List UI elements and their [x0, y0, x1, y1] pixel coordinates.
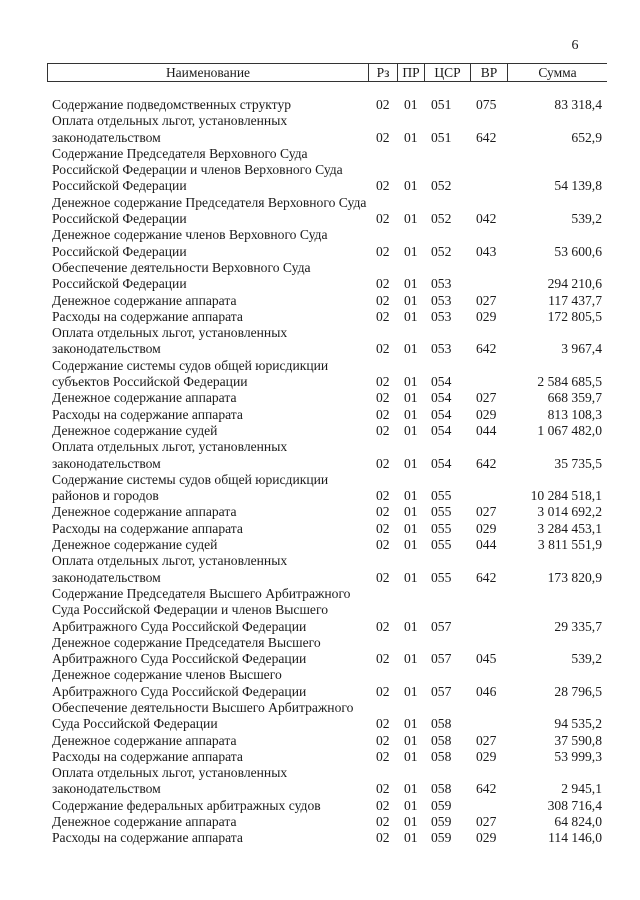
budget-table-body — [52, 97, 602, 847]
row-name: Расходы на содержание аппарата — [52, 748, 243, 764]
row-rz: 02 — [376, 178, 390, 194]
row-pr: 01 — [404, 178, 418, 194]
row-csr: 057 — [431, 618, 452, 634]
table-row — [52, 195, 602, 228]
row-name: Денежное содержание аппарата — [52, 732, 237, 748]
row-pr: 01 — [404, 390, 418, 406]
row-rz: 02 — [376, 341, 390, 357]
row-pr: 01 — [404, 292, 418, 308]
row-csr: 053 — [431, 292, 452, 308]
row-name: Денежное содержание судей — [52, 537, 218, 553]
row-pr: 01 — [404, 276, 418, 292]
table-row — [52, 814, 602, 830]
row-sum: 53 999,3 — [554, 748, 602, 764]
row-rz: 02 — [376, 569, 390, 585]
table-row — [52, 700, 602, 733]
row-pr: 01 — [404, 422, 418, 438]
row-csr: 054 — [431, 374, 452, 390]
row-vr: 029 — [476, 406, 497, 422]
row-name: Денежное содержание Председателя Высшего Арбитражного Суда Российской Федерации — [52, 634, 321, 667]
row-rz: 02 — [376, 292, 390, 308]
table-row — [52, 521, 602, 537]
row-sum: 2 584 685,5 — [537, 374, 602, 390]
row-rz: 02 — [376, 308, 390, 324]
row-name: Содержание федеральных арбитражных судов — [52, 797, 321, 813]
row-sum: 1 067 482,0 — [537, 422, 602, 438]
row-sum: 54 139,8 — [554, 178, 602, 194]
table-row — [52, 733, 602, 749]
row-rz: 02 — [376, 683, 390, 699]
row-rz: 02 — [376, 455, 390, 471]
row-pr: 01 — [404, 504, 418, 520]
table-row — [52, 504, 602, 520]
header-pr: ПР — [398, 64, 425, 81]
table-row — [52, 227, 602, 260]
row-pr: 01 — [404, 569, 418, 585]
row-rz: 02 — [376, 276, 390, 292]
table-row — [52, 798, 602, 814]
table-row — [52, 830, 602, 846]
row-vr: 027 — [476, 390, 497, 406]
row-name: Содержание системы судов общей юрисдикции районов и городов — [52, 471, 329, 504]
row-rz: 02 — [376, 748, 390, 764]
row-rz: 02 — [376, 781, 390, 797]
row-name: Обеспечение деятельности Высшего Арбитражного Суда Российской Федерации — [52, 699, 354, 732]
row-sum: 668 359,7 — [547, 390, 602, 406]
row-name: Оплата отдельных льгот, установленных законодательством — [52, 325, 288, 357]
row-rz: 02 — [376, 520, 390, 536]
row-name: Расходы на содержание аппарата — [52, 406, 243, 422]
row-pr: 01 — [404, 732, 418, 748]
row-rz: 02 — [376, 374, 390, 390]
table-row — [52, 390, 602, 406]
header-name: Наименование — [48, 64, 369, 81]
row-name: Содержание Председателя Верховного Суда Российской Федерации и членов Верховного Суда Российской Федерации — [52, 145, 343, 194]
row-vr: 642 — [476, 569, 497, 585]
row-name: Содержание Председателя Высшего Арбитражного Суда Российской Федерации и членов Высшего Арбитражного Суда Российской Федерации — [52, 585, 351, 634]
row-vr: 642 — [476, 455, 497, 471]
row-vr: 027 — [476, 504, 497, 520]
row-vr: 027 — [476, 292, 497, 308]
row-sum: 117 437,7 — [548, 292, 602, 308]
row-rz: 02 — [376, 504, 390, 520]
row-sum: 10 284 518,1 — [530, 488, 602, 504]
row-csr: 057 — [431, 683, 452, 699]
row-vr: 043 — [476, 243, 497, 259]
row-sum: 64 824,0 — [554, 814, 602, 830]
row-csr: 055 — [431, 520, 452, 536]
row-name: Оплата отдельных льгот, установленных законодательством — [52, 765, 288, 797]
row-pr: 01 — [404, 830, 418, 846]
row-rz: 02 — [376, 390, 390, 406]
row-sum: 28 796,5 — [554, 683, 602, 699]
row-name: Обеспечение деятельности Верховного Суда Российской Федерации — [52, 259, 311, 292]
row-csr: 058 — [431, 748, 452, 764]
row-name: Оплата отдельных льгот, установленных законодательством — [52, 553, 288, 585]
row-vr: 027 — [476, 732, 497, 748]
table-row — [52, 358, 602, 391]
row-sum: 539,2 — [571, 651, 602, 667]
row-rz: 02 — [376, 651, 390, 667]
row-csr: 054 — [431, 390, 452, 406]
row-vr: 045 — [476, 651, 497, 667]
row-name: Оплата отдельных льгот, установленных законодательством — [52, 113, 288, 145]
row-name: Расходы на содержание аппарата — [52, 830, 243, 846]
row-pr: 01 — [404, 243, 418, 259]
table-row — [52, 325, 602, 358]
row-csr: 052 — [431, 243, 452, 259]
row-name: Расходы на содержание аппарата — [52, 308, 243, 324]
row-vr: 029 — [476, 520, 497, 536]
row-sum: 53 600,6 — [554, 243, 602, 259]
row-pr: 01 — [404, 537, 418, 553]
table-row — [52, 97, 602, 113]
row-csr: 055 — [431, 569, 452, 585]
header-vr: ВР — [471, 64, 508, 81]
row-pr: 01 — [404, 129, 418, 145]
row-sum: 652,9 — [571, 129, 602, 145]
table-row — [52, 407, 602, 423]
row-rz: 02 — [376, 422, 390, 438]
row-sum: 35 735,5 — [554, 455, 602, 471]
row-csr: 051 — [431, 97, 452, 112]
row-rz: 02 — [376, 814, 390, 830]
row-rz: 02 — [376, 830, 390, 846]
row-vr: 029 — [476, 308, 497, 324]
row-sum: 539,2 — [571, 211, 602, 227]
row-rz: 02 — [376, 716, 390, 732]
row-name: Денежное содержание Председателя Верховного Суда Российской Федерации — [52, 194, 367, 227]
row-sum: 37 590,8 — [554, 732, 602, 748]
table-row — [52, 586, 602, 635]
row-name: Денежное содержание членов Высшего Арбитражного Суда Российской Федерации — [52, 667, 307, 699]
row-vr: 642 — [476, 129, 497, 145]
row-rz: 02 — [376, 129, 390, 145]
row-csr: 055 — [431, 537, 452, 553]
row-pr: 01 — [404, 781, 418, 797]
row-pr: 01 — [404, 618, 418, 634]
row-csr: 055 — [431, 488, 452, 504]
row-sum: 114 146,0 — [548, 830, 602, 846]
row-name: Содержание подведомственных структур — [52, 97, 292, 112]
row-rz: 02 — [376, 618, 390, 634]
row-vr: 029 — [476, 830, 497, 846]
row-sum: 3 284 453,1 — [537, 520, 602, 536]
row-vr: 642 — [476, 781, 497, 797]
table-row — [52, 439, 602, 472]
row-vr: 044 — [476, 537, 497, 553]
row-csr: 054 — [431, 455, 452, 471]
row-pr: 01 — [404, 651, 418, 667]
row-csr: 057 — [431, 651, 452, 667]
row-vr: 044 — [476, 422, 497, 438]
table-row — [52, 667, 602, 700]
header-rz: Рз — [369, 64, 398, 81]
row-name: Денежное содержание судей — [52, 422, 218, 438]
row-name: Содержание системы судов общей юрисдикции субъектов Российской Федерации — [52, 357, 329, 390]
row-pr: 01 — [404, 308, 418, 324]
table-row — [52, 309, 602, 325]
row-rz: 02 — [376, 406, 390, 422]
row-name: Расходы на содержание аппарата — [52, 520, 243, 536]
row-csr: 054 — [431, 422, 452, 438]
row-pr: 01 — [404, 374, 418, 390]
row-rz: 02 — [376, 243, 390, 259]
row-pr: 01 — [404, 814, 418, 830]
row-csr: 054 — [431, 406, 452, 422]
row-name: Оплата отдельных льгот, установленных законодательством — [52, 439, 288, 471]
row-name: Денежное содержание аппарата — [52, 504, 237, 520]
row-sum: 172 805,5 — [547, 308, 602, 324]
table-row — [52, 553, 602, 586]
row-name: Денежное содержание аппарата — [52, 390, 237, 406]
row-csr: 052 — [431, 211, 452, 227]
row-sum: 3 967,4 — [561, 341, 602, 357]
row-vr: 027 — [476, 814, 497, 830]
row-csr: 058 — [431, 732, 452, 748]
table-row — [52, 293, 602, 309]
row-vr: 075 — [476, 97, 497, 112]
row-csr: 059 — [431, 814, 452, 830]
row-pr: 01 — [404, 406, 418, 422]
row-pr: 01 — [404, 455, 418, 471]
table-row — [52, 146, 602, 195]
row-rz: 02 — [376, 211, 390, 227]
row-pr: 01 — [404, 488, 418, 504]
row-csr: 053 — [431, 308, 452, 324]
table-row — [52, 765, 602, 798]
row-rz: 02 — [376, 97, 390, 112]
row-sum: 3 014 692,2 — [537, 504, 602, 520]
row-csr: 059 — [431, 797, 452, 813]
header-csr: ЦСР — [425, 64, 471, 81]
row-pr: 01 — [404, 520, 418, 536]
row-sum: 2 945,1 — [561, 781, 602, 797]
table-row — [52, 749, 602, 765]
row-sum: 3 811 551,9 — [537, 537, 602, 553]
row-name: Денежное содержание аппарата — [52, 292, 237, 308]
table-row — [52, 537, 602, 553]
page-number: 6 — [571, 38, 579, 53]
row-vr: 042 — [476, 211, 497, 227]
row-pr: 01 — [404, 211, 418, 227]
row-sum: 94 535,2 — [554, 716, 602, 732]
row-sum: 173 820,9 — [547, 569, 602, 585]
table-header — [47, 63, 607, 82]
row-rz: 02 — [376, 488, 390, 504]
row-pr: 01 — [404, 97, 418, 112]
row-pr: 01 — [404, 716, 418, 732]
row-name: Денежное содержание членов Верховного Суда Российской Федерации — [52, 227, 328, 259]
row-pr: 01 — [404, 797, 418, 813]
table-row — [52, 635, 602, 668]
row-rz: 02 — [376, 537, 390, 553]
row-pr: 01 — [404, 341, 418, 357]
row-csr: 053 — [431, 341, 452, 357]
row-csr: 053 — [431, 276, 452, 292]
table-row — [52, 472, 602, 505]
row-sum: 813 108,3 — [547, 406, 602, 422]
row-vr: 642 — [476, 341, 497, 357]
table-row — [52, 260, 602, 293]
table-row — [52, 113, 602, 146]
row-csr: 055 — [431, 504, 452, 520]
row-pr: 01 — [404, 683, 418, 699]
row-csr: 058 — [431, 781, 452, 797]
row-vr: 029 — [476, 748, 497, 764]
row-csr: 058 — [431, 716, 452, 732]
row-csr: 059 — [431, 830, 452, 846]
row-rz: 02 — [376, 732, 390, 748]
row-pr: 01 — [404, 748, 418, 764]
row-sum: 294 210,6 — [547, 276, 602, 292]
row-rz: 02 — [376, 797, 390, 813]
table-row — [52, 423, 602, 439]
row-sum: 308 716,4 — [547, 797, 602, 813]
row-sum: 29 335,7 — [554, 618, 602, 634]
row-csr: 052 — [431, 178, 452, 194]
row-csr: 051 — [431, 129, 452, 145]
row-vr: 046 — [476, 683, 497, 699]
header-sum: Сумма — [538, 65, 577, 80]
row-name: Денежное содержание аппарата — [52, 814, 237, 830]
row-sum: 83 318,4 — [554, 97, 602, 112]
